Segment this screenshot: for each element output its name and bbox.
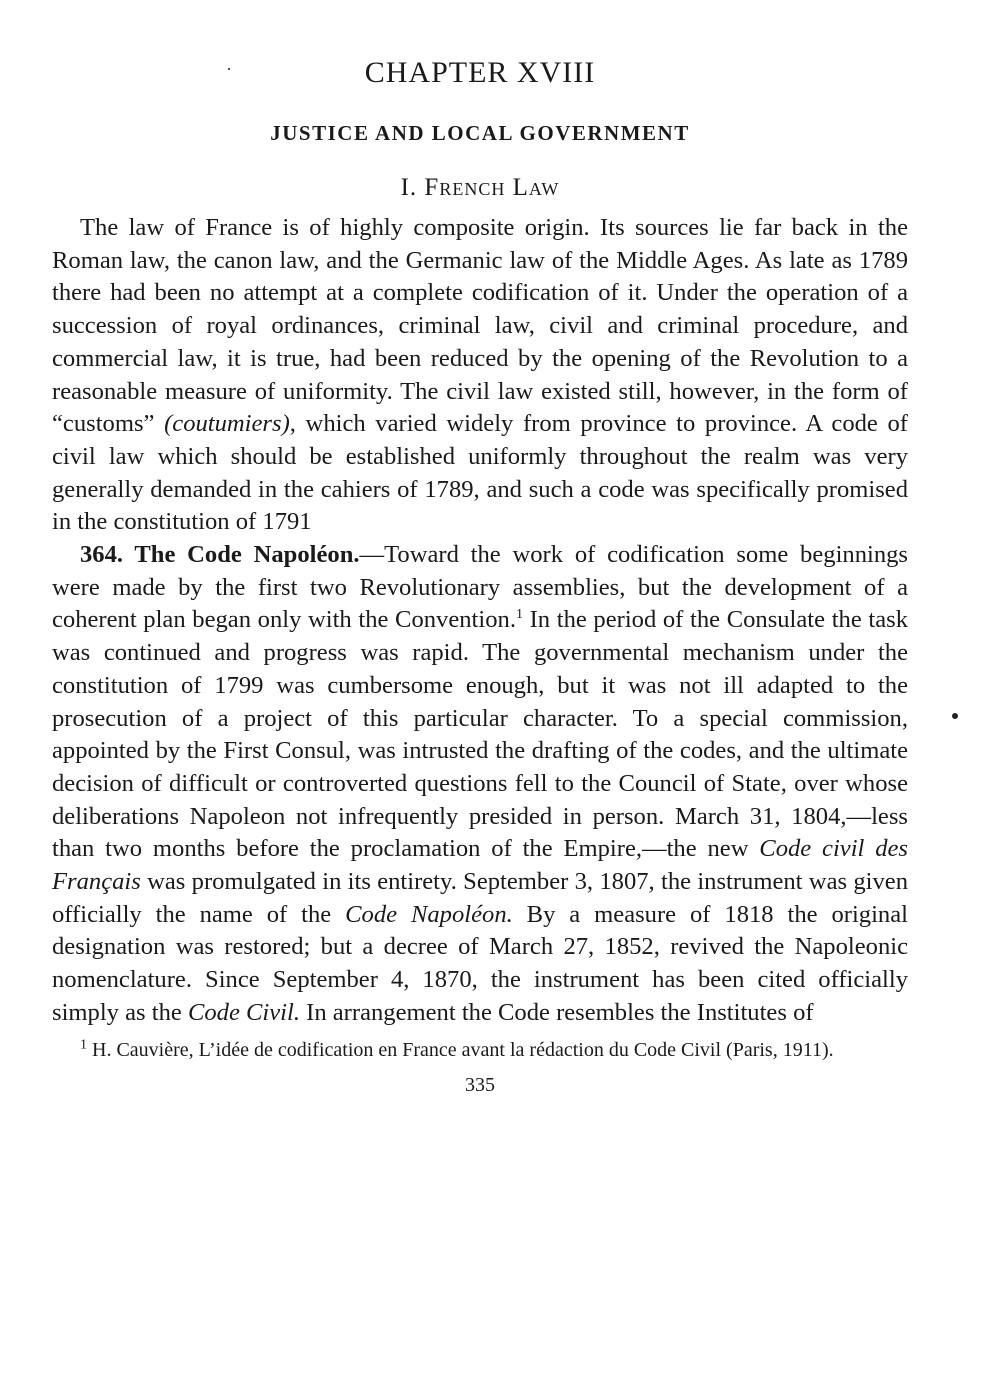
section-364-text-b: In the period of the Consulate the task was continued and progress was rapid. The governmental mechanism under the constitution of 1799 was cumbersome enough, but it was not ill adapted to the prosecution of a project of this particular character. To a special commission, appointed by the First Consul, was intrusted the drafting of the codes, and the ultimate decision of difficult or controverted questions fell to the Council of State, over whose deliberations Napoleon not infrequently presided in person. March 31, 1804,—less than two months before the proclamation of the Empire,—the new [52,606,908,863]
paragraph-code-napoleon [52,539,908,1030]
footnote [52,1036,908,1064]
italic-code-napoleon: Code Napoléon. [345,900,513,928]
section-364-text-d: By a measure of 1818 the original designation was restored; but a decree of March 27, 1852, revived the Napoleonic nomenclature. Since September 4, 1870, the instrument has been cited officially simply as the [52,900,908,1026]
footnote-reference[interactable]: 1 [515,607,523,623]
document-page [52,55,908,1097]
section-364-text-a: —Toward the work of codification some beginnings were made by the first two Revolutionary assemblies, but the development of a coherent plan began only with the Convention. [52,541,908,634]
paragraph-italic-term: (coutumiers) [164,410,290,438]
chapter-title: JUSTICE AND LOCAL GOVERNMENT [270,121,690,145]
section-364-heading: 364. The Code Napoléon. [80,541,360,569]
margin-dot [952,713,958,719]
paragraph-french-law [52,212,908,539]
section-heading: I. French Law [400,174,560,201]
paragraph-text: The law of France is of highly composite origin. Its sources lie far back in the Roman law, the canon law, and the Germanic law of the Middle Ages. As late as 1789 there had been no attempt at a complete codification of it. Under the operation of a succession of royal ordinances, criminal law, civil and criminal procedure, and commercial law, it is true, had been reduced by the opening of the Revolution to a reasonable measure of uniformity. The civil law existed still, however, in the form of “customs” [52,214,908,438]
chapter-heading: CHAPTER XVIII [364,56,596,89]
page-number: 335 [465,1073,495,1096]
paragraph-text-end: , which varied widely from province to province. A code of civil law which should be established uniformly throughout the realm was very generally demanded in the cahiers of 1789, and such a code was specifically promised in the constitution of 1791 [52,410,908,536]
footnote-text: H. Cauvière, L’idée de codification en France avant la rédaction du Code Civil (Paris, 1911). [87,1038,834,1061]
section-364-text-c: was promulgated in its entirety. September 3, 1807, the instrument was given officially the name of the [52,868,908,928]
section-364-text-e: In arrangement the Code resembles the Institutes of [299,998,814,1026]
italic-code-civil: Code Civil. [187,998,300,1026]
italic-code-civil-des-francais: Code civil des Français [52,835,908,896]
footnote-marker: 1 [80,1036,87,1052]
